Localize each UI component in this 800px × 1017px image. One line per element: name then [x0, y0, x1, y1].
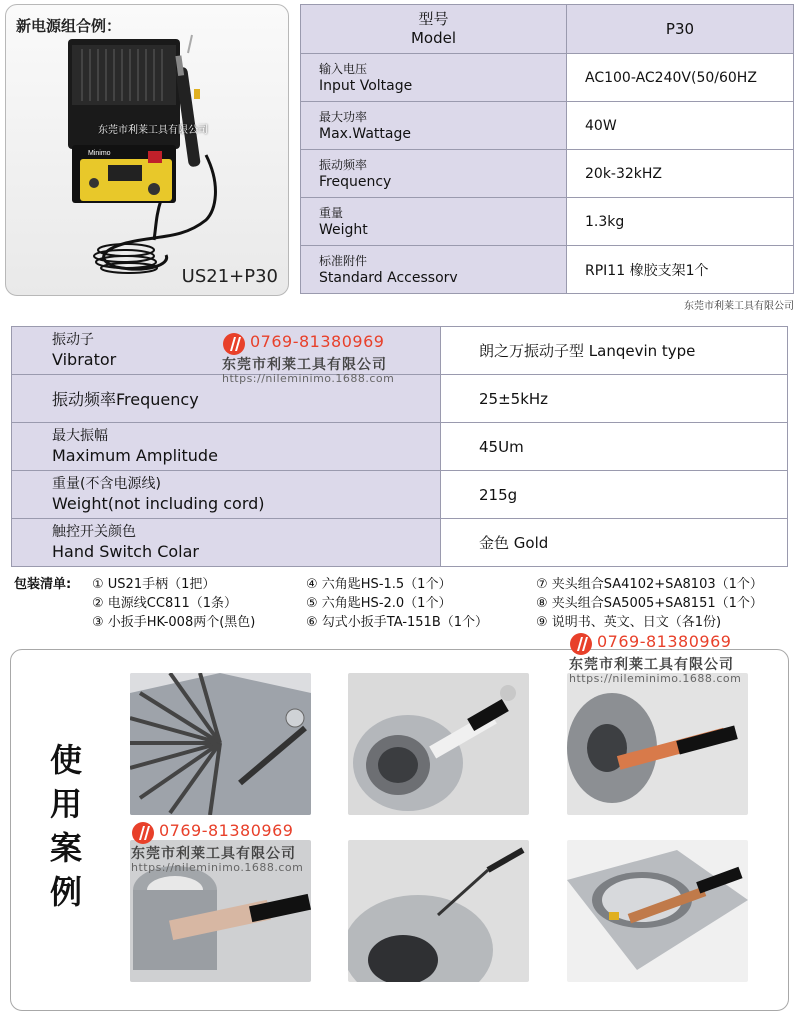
packing-item: ③ 小扳手HK-008两个(黑色): [92, 615, 256, 630]
spec-row: [301, 150, 794, 198]
packing-item: ⑧ 夹头组合SA5005+SA8151（1个）: [536, 596, 763, 611]
usage-photo-round-part: [348, 673, 529, 815]
spec-credit: 东莞市利莱工具有限公司: [684, 301, 794, 312]
watermark-url: https://nileminimo.1688.com: [131, 861, 304, 874]
vib-row-value: 金色 Gold: [441, 519, 788, 567]
power-unit-panel: [5, 4, 289, 296]
packing-list-label: 包装清单:: [14, 577, 72, 592]
watermark-phone: 0769-81380969: [597, 632, 732, 651]
watermark-block: [131, 821, 331, 877]
vib-label-en: Hand Switch Colar: [52, 542, 199, 561]
packing-item: ⑨ 说明书、英文、日文（各1份): [536, 615, 722, 630]
usage-title-char: 案: [49, 829, 82, 867]
vib-label-zh: 最大振幅: [52, 428, 108, 444]
usage-photo-ring-groove: [567, 840, 748, 982]
spec-label-zh: 重量: [319, 205, 344, 220]
vib-label-zh: 振动频率Frequency: [52, 390, 199, 409]
vib-row: [12, 471, 788, 519]
company-logo-icon: [222, 332, 246, 356]
spec-row-value: 20k-32kHZ: [567, 150, 794, 198]
packing-item: ① US21手柄（1把）: [92, 577, 216, 592]
vib-label-zh: 振动子: [52, 332, 94, 348]
spec-label-zh: 最大功率: [319, 109, 368, 124]
spec-label-en: Frequency: [319, 173, 392, 190]
packing-item: ⑥ 勾式小扳手TA-151B（1个）: [306, 615, 489, 630]
spec-header-value: P30: [567, 5, 794, 54]
vib-row-label: [12, 471, 441, 519]
spec-row-label: [301, 54, 567, 102]
spec-row-value: 1.3kg: [567, 198, 794, 246]
usage-title-char: 用: [49, 785, 82, 823]
spec-row: [301, 102, 794, 150]
packing-item: ⑦ 夹头组合SA4102+SA8103（1个）: [536, 577, 763, 592]
spec-label-zh: 输入电压: [319, 61, 368, 76]
usage-photo-bore-hole: [348, 840, 529, 982]
spec-row-label: [301, 246, 567, 294]
usage-title-char: 使: [49, 741, 82, 779]
packing-item: ⑤ 六角匙HS-2.0（1个）: [306, 596, 452, 611]
vib-row-value: 25±5kHz: [441, 375, 788, 423]
vib-row-value: 45Um: [441, 423, 788, 471]
watermark-url: https://nileminimo.1688.com: [222, 372, 395, 385]
vib-label-zh: 触控开关颜色: [52, 524, 136, 540]
spec-header-label: [301, 5, 567, 54]
vib-label-en: Maximum Amplitude: [52, 446, 218, 465]
watermark-block: [569, 632, 769, 688]
spec-row: [301, 198, 794, 246]
company-logo-icon: [569, 632, 593, 656]
spec-label-zh: 型号: [418, 10, 449, 28]
packing-item: ② 电源线CC811（1条）: [92, 596, 238, 611]
spec-label-en: Standard Accessorv: [319, 269, 458, 286]
usage-photo-heat-sink: [130, 673, 311, 815]
watermark-phone: 0769-81380969: [159, 821, 294, 840]
spec-label-en: Max.Wattage: [319, 125, 411, 142]
watermark-phone: 0769-81380969: [250, 332, 385, 351]
spec-label-zh: 标准附件: [319, 253, 368, 268]
spec-row-label: [301, 150, 567, 198]
unit-watermark: 东莞市利莱工具有限公司: [98, 125, 208, 136]
brand-mark: Minimo: [88, 150, 111, 157]
usage-photo-slotted-cylinder: [567, 673, 748, 815]
spec-row: [301, 54, 794, 102]
watermark-company: 东莞市利莱工具有限公司: [222, 357, 387, 373]
vib-row-value: 朗之万振动子型 Lanqevin type: [441, 327, 788, 375]
spec-row-label: [301, 198, 567, 246]
power-unit-illustration: [6, 5, 289, 296]
spec-label-en: Weight: [319, 221, 368, 238]
usage-title-char: 例: [49, 873, 82, 911]
spec-header-row: [301, 5, 794, 54]
vib-row-value: 215g: [441, 471, 788, 519]
spec-row-value: AC100-AC240V(50/60HZ: [567, 54, 794, 102]
watermark-block: [222, 332, 402, 388]
watermark-company: 东莞市利莱工具有限公司: [569, 657, 734, 673]
vib-row-label: [12, 423, 441, 471]
spec-label-en: Input Voltage: [319, 77, 413, 94]
vib-row: [12, 423, 788, 471]
company-logo-icon: [131, 821, 155, 845]
spec-row-value: RPI11 橡胶支架1个: [567, 246, 794, 294]
ring-groove-illustration: [567, 840, 748, 982]
usage-title: [46, 738, 86, 914]
vib-label-en: Weight(not including cord): [52, 494, 265, 513]
vib-row-label: [12, 519, 441, 567]
spec-row-value: 40W: [567, 102, 794, 150]
watermark-company: 东莞市利莱工具有限公司: [131, 846, 296, 862]
vib-row: [12, 519, 788, 567]
packing-item: ④ 六角匙HS-1.5（1个）: [306, 577, 452, 592]
round-part-illustration: [348, 673, 529, 815]
spec-row-label: [301, 102, 567, 150]
vib-label-zh: 重量(不含电源线): [52, 476, 161, 492]
spec-label-zh: 振动频率: [319, 157, 368, 172]
unit-model-label: US21+P30: [181, 266, 278, 287]
slotted-cylinder-illustration: [567, 673, 748, 815]
bore-hole-illustration: [348, 840, 529, 982]
watermark-url: https://nileminimo.1688.com: [569, 672, 742, 685]
heat-sink-illustration: [130, 673, 311, 815]
spec-label-en: Model: [410, 29, 457, 47]
vib-label-en: Vibrator: [52, 350, 117, 369]
power-unit-spec-table: [300, 4, 794, 294]
spec-row: [301, 246, 794, 294]
unit-section-title: 新电源组合例：: [16, 17, 122, 35]
